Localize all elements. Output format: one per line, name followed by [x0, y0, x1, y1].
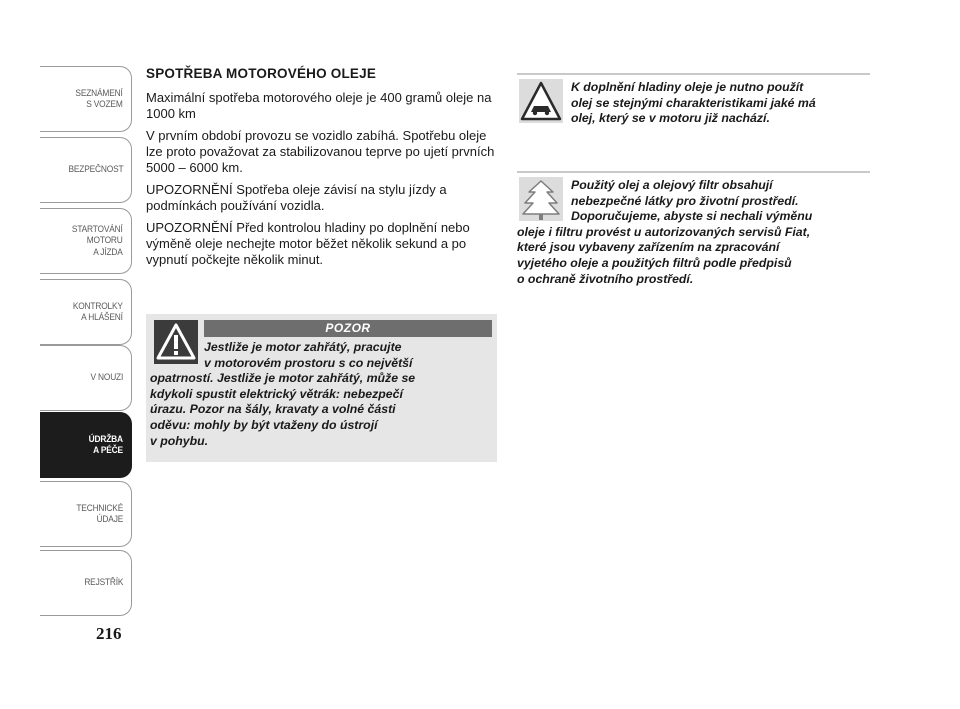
paragraph: UPOZORNĚNÍ Spotřeba oleje závisí na stylu jízdy a podmínkách používání vozidla.	[146, 182, 447, 213]
note-divider	[517, 171, 870, 173]
oil-note-text	[517, 80, 877, 127]
note-line: vyjetého oleje a použitých filtrů podle předpisů	[517, 255, 792, 270]
warning-line: úrazu. Pozor na šály, kravaty a volné části	[150, 402, 396, 417]
environment-note-text	[517, 178, 877, 287]
tab-bezpecnost[interactable]	[40, 137, 132, 203]
tab-udrzba[interactable]	[40, 412, 132, 478]
tab-label: ÚDRŽBA A PÉČE	[88, 433, 123, 456]
tab-rejstrik[interactable]	[40, 550, 132, 616]
paragraph: UPOZORNĚNÍ Před kontrolou hladiny po doplnění nebo výměně oleje nechejte motor běžet několik sekund a po vypnutí počkejte několik minut.	[146, 220, 470, 267]
warning-line: Jestliže je motor zahřátý, pracujte	[204, 340, 402, 354]
section-heading: SPOTŘEBA MOTOROVÉHO OLEJE	[146, 66, 377, 81]
tab-seznameni[interactable]	[40, 66, 132, 132]
tab-label: TECHNICKÉ ÚDAJE	[76, 502, 123, 525]
tab-label: BEZPEČNOST	[68, 164, 123, 176]
note-line: o ochraně životního prostředí.	[517, 271, 694, 286]
paragraph: Maximální spotřeba motorového oleje je 400 gramů oleje na 1000 km	[146, 90, 492, 121]
tab-label: REJSTŘÍK	[83, 577, 123, 589]
note-divider	[517, 73, 870, 75]
tab-label: KONTROLKY A HLÁŠENÍ	[73, 300, 123, 323]
note-line: olej, který se v motoru již nachází.	[571, 111, 770, 126]
note-line: Použitý olej a olejový filtr obsahují	[571, 178, 773, 192]
warning-line: oděvu: mohly by být vtaženy do ústrojí	[150, 417, 378, 432]
warning-line: v motorovém prostoru s co největší	[204, 355, 413, 370]
tab-label: STARTOVÁNÍ MOTORU A JÍZDA	[72, 223, 123, 258]
note-line: Doporučujeme, abyste si nechali výměnu	[571, 209, 813, 224]
warning-line: kdykoli spustit elektrický větrák: nebezpečí	[150, 386, 403, 401]
warning-box	[146, 314, 497, 462]
note-line: které jsou vybaveny zařízením na zpracování	[517, 240, 780, 255]
warning-line: v pohybu.	[150, 433, 209, 448]
warning-title: POZOR	[204, 320, 492, 337]
warning-text	[150, 340, 493, 449]
tab-label: SEZNÁMENÍ S VOZEM	[75, 87, 123, 110]
tab-label: V NOUZI	[90, 372, 123, 384]
tab-v-nouzi[interactable]	[40, 345, 132, 411]
tab-kontrolky[interactable]	[40, 279, 132, 345]
main-section	[146, 66, 496, 274]
tab-startovani[interactable]	[40, 208, 132, 274]
page-number: 216	[96, 624, 122, 643]
note-line: olej se stejnými charakteristikami jaké má	[571, 95, 816, 110]
note-line: nebezpečné látky pro životní prostředí.	[571, 193, 799, 208]
warning-line: opatrností. Jestliže je motor zahřátý, může se	[150, 371, 416, 386]
note-line: K doplnění hladiny oleje je nutno použít	[571, 80, 804, 94]
tab-technicke-udaje[interactable]	[40, 481, 132, 547]
paragraph: V prvním období provozu se vozidlo zabíhá. Spotřebu oleje lze proto považovat za stabilizovanou teprve po ujetí prvních 5000 – 6000 km.	[146, 128, 495, 175]
note-line: oleje i filtru provést u autorizovaných servisů Fiat,	[517, 224, 811, 239]
